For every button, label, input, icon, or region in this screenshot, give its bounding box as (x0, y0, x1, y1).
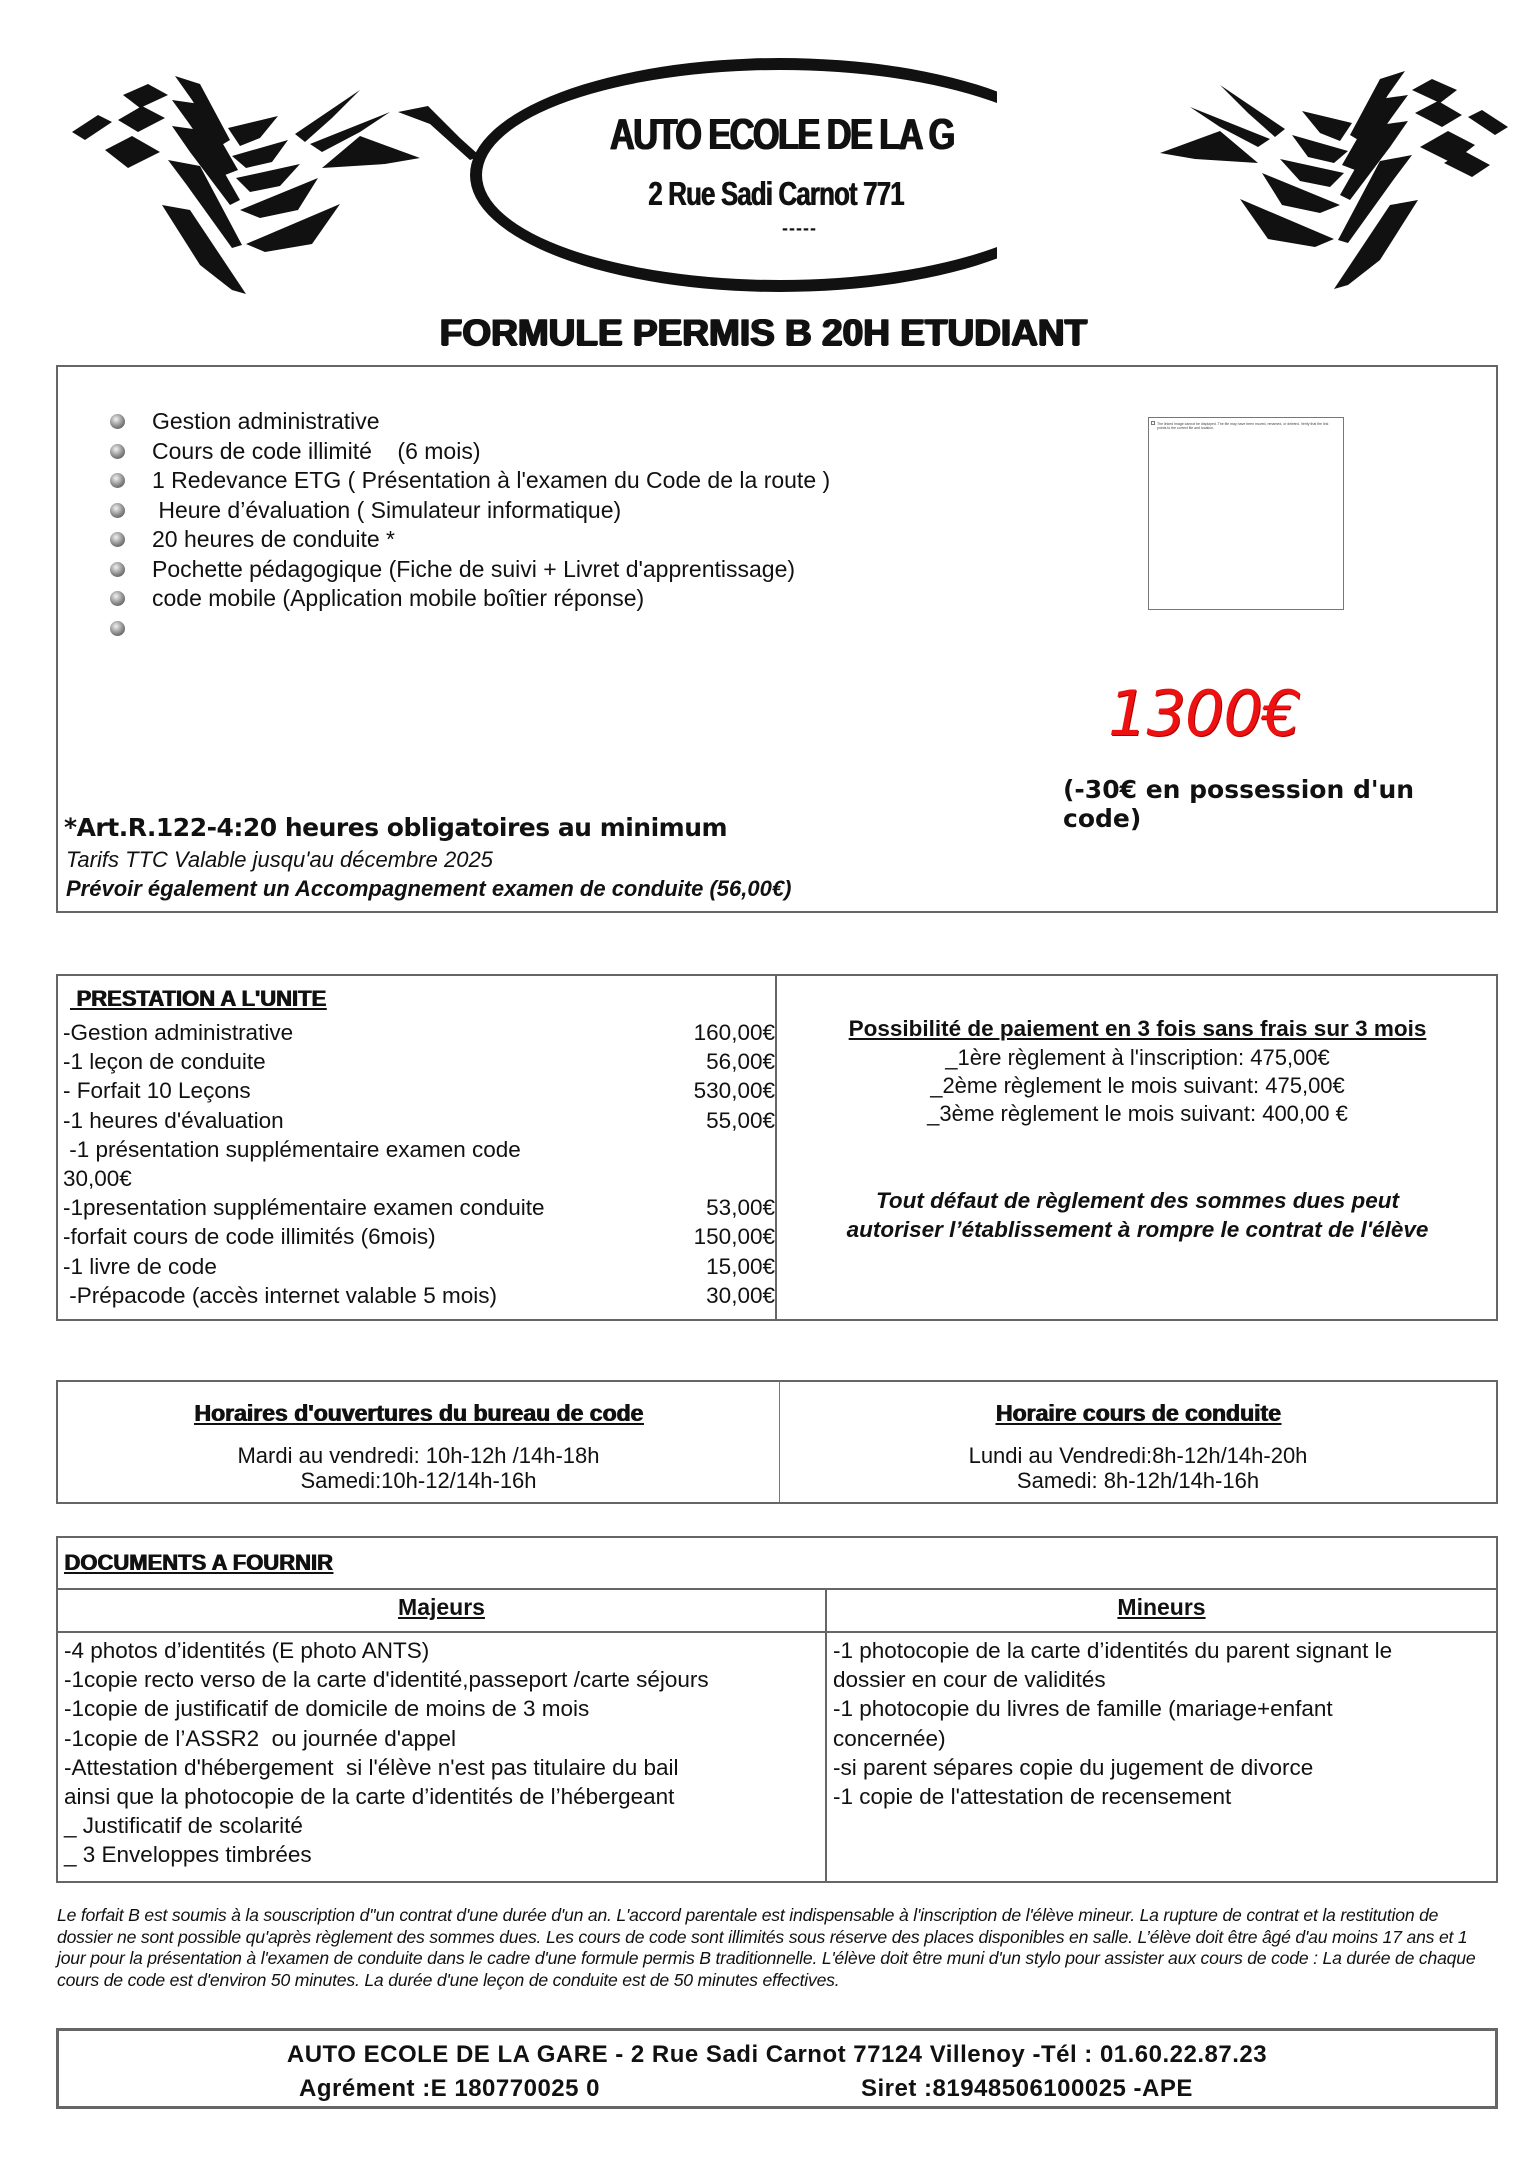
checkered-flag-left-icon (60, 60, 480, 300)
divider (58, 1631, 1496, 1633)
price-row: -1presentation supplémentaire examen conduite 53,00€ (63, 1195, 775, 1221)
list-item: -1copie de justificatif de domicile de moins de 3 mois (64, 1696, 590, 1722)
mineurs-column-header: Mineurs (1117, 1594, 1206, 1620)
office-hours-title: Horaires d'ouvertures du bureau de code (194, 1400, 643, 1426)
price-row: - Forfait 10 Leçons 530,00€ (63, 1078, 775, 1104)
installment-item: _1ère règlement à l'inscription: 475,00€ (945, 1045, 1330, 1070)
sphere-bullet-icon (110, 562, 125, 577)
broken-image-text: The linked image cannot be displayed. The file may have been moved, renamed, or deleted. Verify that the link points to the correct file and location. (1157, 422, 1329, 430)
list-item: -1 photocopie du livres de famille (mariage+enfant (833, 1696, 1333, 1722)
majeurs-documents-list (64, 1636, 822, 1870)
divider (825, 1588, 827, 1881)
price-row: -forfait cours de code illimités (6mois) 150,00€ (63, 1224, 775, 1250)
price-row: 30,00€ (63, 1165, 132, 1191)
installment-item: _3ème règlement le mois suivant: 400,00 € (927, 1101, 1348, 1126)
list-item: -1 photocopie de la carte d’identités du parent signant le (833, 1638, 1393, 1663)
code-discount-note: (-30€ en possession d'un code) (1063, 775, 1415, 833)
formula-price: 1300€ (1108, 677, 1301, 750)
footer-box (56, 2028, 1498, 2109)
price-row: -Prépacode (accès internet valable 5 mois) 30,00€ (63, 1282, 775, 1308)
driving-hours-weekday: Lundi au Vendredi:8h-12h/14h-20h (968, 1443, 1308, 1468)
list-item: Gestion administrative (110, 407, 830, 437)
list-item: -si parent sépares copie du jugement de divorce (833, 1754, 1314, 1780)
divider (58, 1588, 1496, 1590)
footer-contact: AUTO ECOLE DE LA GARE - 2 Rue Sadi Carnot 77124 Villenoy -Tél : 01.60.22.87.23 (286, 2041, 1268, 2068)
list-item: -1copie recto verso de la carte d'identité,passeport /carte séjours (64, 1667, 709, 1693)
opening-hours-box (56, 1380, 1498, 1504)
list-item: concernée) (833, 1725, 946, 1751)
majeurs-column-header: Majeurs (398, 1594, 485, 1620)
tarifs-validity-note: Tarifs TTC Valable jusqu'au décembre 2025 (66, 847, 493, 872)
documents-box (56, 1536, 1498, 1883)
payment-plan-title: Possibilité de paiement en 3 fois sans frais sur 3 mois (848, 1016, 1427, 1041)
sphere-bullet-icon (110, 444, 125, 459)
list-item: _ 3 Enveloppes timbrées (64, 1842, 312, 1868)
formula-box (56, 365, 1498, 913)
list-item: code mobile (Application mobile boîtier réponse) (110, 584, 830, 614)
sphere-bullet-icon (110, 532, 125, 547)
logo-dashes: ----- (782, 218, 817, 238)
driving-hours (780, 1382, 1496, 1502)
list-item: ainsi que la photocopie de la carte d’identités de l’hébergeant (64, 1784, 675, 1810)
office-hours-saturday: Samedi:10h-12/14h-16h (300, 1468, 537, 1493)
article-note: *Art.R.122-4:20 heures obligatoires au minimum (64, 813, 728, 842)
list-item: Cours de code illimité (6 mois) (110, 437, 830, 467)
installments-list (779, 1044, 1496, 1128)
list-item: -4 photos d’identités (E photo ANTS) (64, 1638, 430, 1663)
sphere-bullet-icon (110, 621, 125, 636)
unit-prices-list (63, 1018, 775, 1310)
sphere-bullet-icon (110, 591, 125, 606)
logo-address: 2 Rue Sadi Carnot 771 (648, 175, 904, 212)
included-items-list (110, 407, 830, 643)
list-item: 1 Redevance ETG ( Présentation à l'examen du Code de la route ) (110, 466, 830, 496)
list-item: Pochette pédagogique (Fiche de suivi + Livret d'apprentissage) (110, 555, 830, 585)
documents-heading: DOCUMENTS A FOURNIR (64, 1550, 333, 1575)
price-row: -1 présentation supplémentaire examen code (63, 1136, 521, 1162)
prestation-box (56, 974, 1498, 1321)
office-hours-weekday: Mardi au vendredi: 10h-12h /14h-18h (237, 1443, 600, 1468)
price-row: -Gestion administrative 160,00€ (63, 1020, 775, 1045)
sphere-bullet-icon (110, 414, 125, 429)
list-item: dossier en cour de validités (833, 1667, 1106, 1693)
terms-fine-print: Le forfait B est soumis à la souscription d''un contrat d'une durée d'un an. L'accord parentale est indispensable à l'inscription de l'élève mineur. La rupture de contrat et la restitution de dossier ne sont possible qu'après règlement des sommes dues. Les cours de code sont illimités sous réserve des places disponibles en salle. L’élève doit être âgé d'au moins 17 ans et 1 jour pour la présentation à l'examen de conduite dans le cadre d'une formule permis B traditionnelle. L'élève doit être muni d'un stylo pour assister aux cours de code : La durée de chaque cours de code est d'environ 50 minutes. La durée d'une leçon de conduite est de 50 minutes effectives. (57, 1905, 1476, 1990)
list-item (110, 614, 830, 644)
price-row: -1 leçon de conduite 56,00€ (63, 1049, 775, 1075)
footer-agrement: Agrément :E 180770025 0 (299, 2075, 600, 2102)
list-item: -1copie de l’ASSR2 ou journée d'appel (64, 1725, 457, 1751)
list-item: _ Justificatif de scolarité (64, 1813, 303, 1839)
document-title: FORMULE PERMIS B 20H ETUDIANT (439, 312, 1088, 353)
checkered-flag-right-icon (1080, 55, 1520, 305)
unit-prices-heading: PRESTATION A L'UNITE (70, 986, 326, 1011)
payment-default-warning: Tout défaut de règlement des sommes dues peut autoriser l’établissement à rompre le contrat de l'élève (846, 1188, 1429, 1242)
price-row: -1 heures d'évaluation 55,00€ (63, 1107, 775, 1133)
list-item: -1 copie de l'attestation de recensement (833, 1784, 1232, 1810)
broken-image-placeholder (1148, 417, 1344, 610)
sphere-bullet-icon (110, 473, 125, 488)
payment-plan-panel (779, 976, 1496, 1319)
logo-title: AUTO ECOLE DE LA G (610, 110, 954, 159)
price-row: -1 livre de code 15,00€ (63, 1253, 775, 1279)
sphere-bullet-icon (110, 503, 125, 518)
office-hours (58, 1382, 780, 1502)
driving-hours-saturday: Samedi: 8h-12h/14h-16h (1016, 1468, 1260, 1493)
footer-siret: Siret :81948506100025 -APE (861, 2075, 1193, 2102)
unit-prices-panel (58, 976, 777, 1319)
list-item: -Attestation d'hébergement si l'élève n'est pas titulaire du bail (64, 1754, 679, 1780)
list-item: Heure d’évaluation ( Simulateur informatique) (110, 496, 830, 526)
mineurs-documents-list (833, 1636, 1483, 1811)
driving-hours-title: Horaire cours de conduite (995, 1400, 1281, 1426)
list-item: 20 heures de conduite * (110, 525, 830, 555)
broken-image-icon (1151, 421, 1155, 425)
installment-item: _2ème règlement le mois suivant: 475,00€ (930, 1073, 1345, 1098)
accompagnement-note: Prévoir également un Accompagnement examen de conduite (56,00€) (66, 876, 792, 901)
